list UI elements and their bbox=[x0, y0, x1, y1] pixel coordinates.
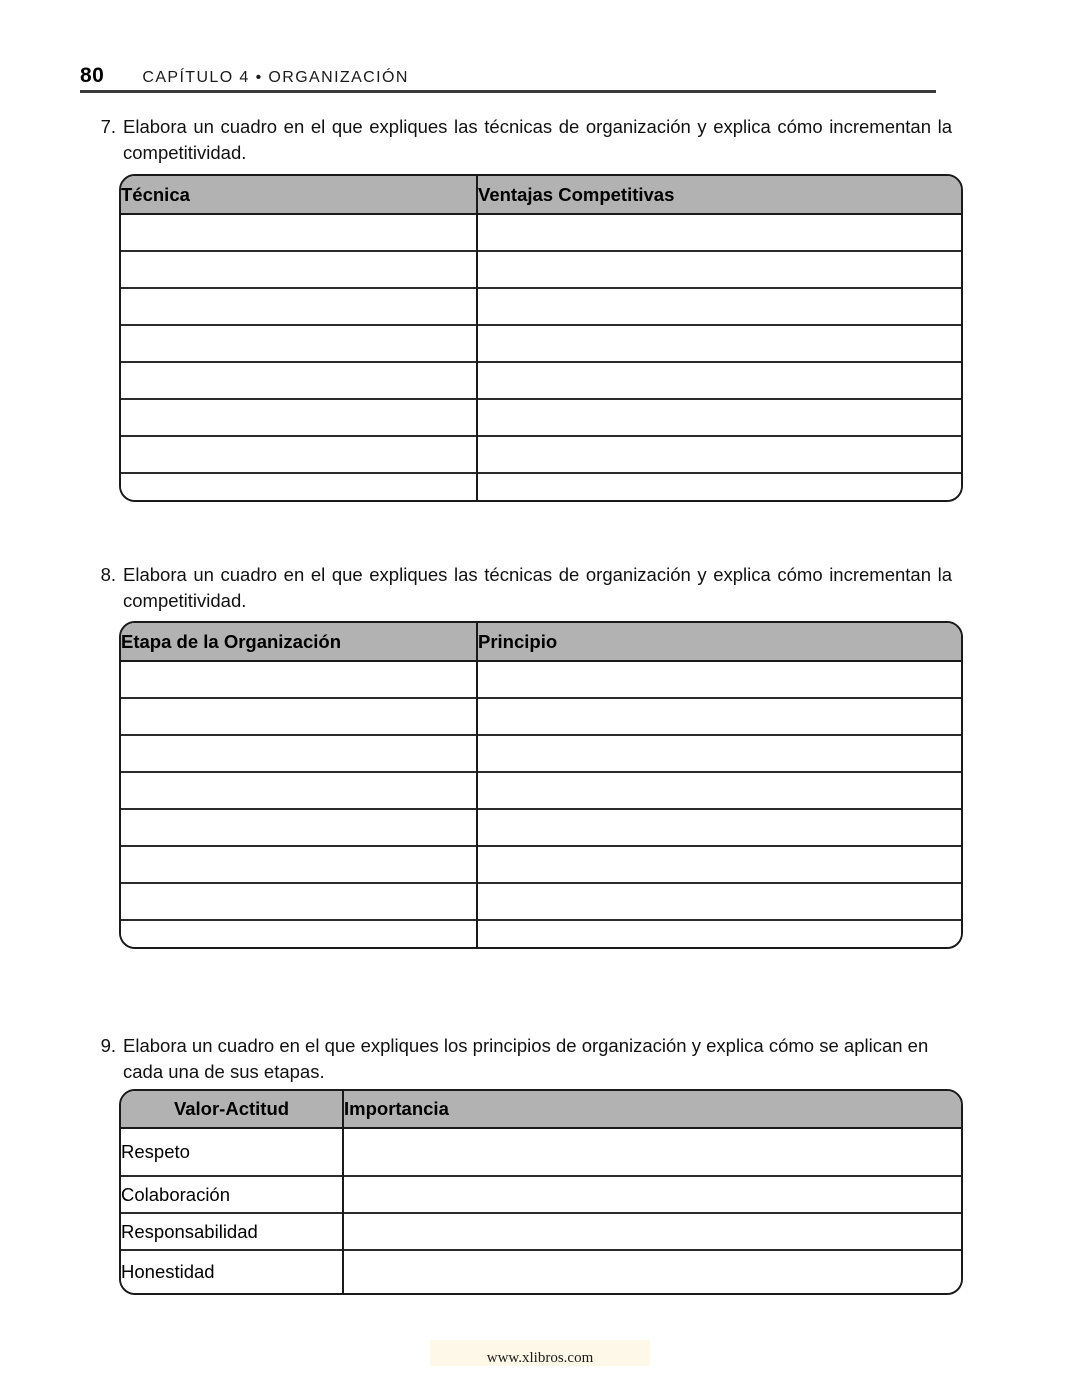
table-valor-importancia bbox=[119, 1089, 963, 1295]
table-1-cell-r1c1[interactable] bbox=[121, 214, 477, 251]
table-row[interactable] bbox=[121, 698, 961, 735]
table-3-header-col-1: Valor-Actitud bbox=[121, 1091, 343, 1128]
table-3-cell-respeto: Respeto bbox=[121, 1128, 343, 1176]
table-1-head bbox=[121, 176, 961, 214]
table-3-cell-respeto-importancia[interactable] bbox=[343, 1128, 961, 1176]
table-2-cell-r7c2[interactable] bbox=[477, 883, 961, 920]
table-2-cell-r4c2[interactable] bbox=[477, 772, 961, 809]
table-2-cell-r4c1[interactable] bbox=[121, 772, 477, 809]
table-1-cell-r4c2[interactable] bbox=[477, 325, 961, 362]
table-1-cell-r8c1[interactable] bbox=[121, 473, 477, 500]
table-3-cell-honestidad-importancia[interactable] bbox=[343, 1250, 961, 1293]
table-2-cell-r7c1[interactable] bbox=[121, 883, 477, 920]
page-number: 80 bbox=[80, 64, 105, 87]
table-row[interactable] bbox=[121, 661, 961, 698]
table-row[interactable] bbox=[121, 473, 961, 500]
question-7 bbox=[92, 114, 952, 166]
table-2-cell-r8c2[interactable] bbox=[477, 920, 961, 947]
question-9-number: 9. bbox=[100, 1035, 116, 1056]
table-2-cell-r8c1[interactable] bbox=[121, 920, 477, 947]
table-row[interactable] bbox=[121, 920, 961, 947]
table-1-header-col-2: Ventajas Competitivas bbox=[477, 176, 961, 214]
table-1-cell-r4c1[interactable] bbox=[121, 325, 477, 362]
table-2-body bbox=[121, 661, 961, 947]
table-2-cell-r3c2[interactable] bbox=[477, 735, 961, 772]
table-header-row bbox=[121, 176, 961, 214]
table-row[interactable] bbox=[121, 735, 961, 772]
table-1-grid bbox=[121, 176, 961, 500]
table-row[interactable] bbox=[121, 362, 961, 399]
table-1-cell-r3c1[interactable] bbox=[121, 288, 477, 325]
table-tecnica-ventajas bbox=[119, 174, 963, 502]
running-head bbox=[80, 64, 936, 88]
table-1-cell-r7c2[interactable] bbox=[477, 436, 961, 473]
table-3-cell-responsabilidad-importancia[interactable] bbox=[343, 1213, 961, 1250]
table-2-cell-r3c1[interactable] bbox=[121, 735, 477, 772]
question-8-number: 8. bbox=[100, 564, 116, 585]
table-row[interactable] bbox=[121, 1128, 961, 1176]
table-2-cell-r1c1[interactable] bbox=[121, 661, 477, 698]
question-8 bbox=[92, 562, 952, 614]
footer bbox=[0, 1349, 1080, 1368]
question-9 bbox=[92, 1033, 952, 1085]
table-3-body bbox=[121, 1128, 961, 1293]
table-2-head bbox=[121, 623, 961, 661]
table-1-cell-r5c2[interactable] bbox=[477, 362, 961, 399]
table-row[interactable] bbox=[121, 251, 961, 288]
table-1-cell-r2c2[interactable] bbox=[477, 251, 961, 288]
question-7-text: Elabora un cuadro en el que expliques las técnicas de organización y explica cómo incrementan la competitividad. bbox=[123, 116, 952, 163]
table-2-grid bbox=[121, 623, 961, 947]
table-1-cell-r6c2[interactable] bbox=[477, 399, 961, 436]
table-row[interactable] bbox=[121, 1176, 961, 1213]
table-header-row bbox=[121, 623, 961, 661]
table-row[interactable] bbox=[121, 399, 961, 436]
table-1-cell-r6c1[interactable] bbox=[121, 399, 477, 436]
table-2-cell-r2c2[interactable] bbox=[477, 698, 961, 735]
table-3-cell-colaboracion: Colaboración bbox=[121, 1176, 343, 1213]
table-row[interactable] bbox=[121, 288, 961, 325]
table-2-cell-r5c2[interactable] bbox=[477, 809, 961, 846]
table-row[interactable] bbox=[121, 772, 961, 809]
table-2-cell-r5c1[interactable] bbox=[121, 809, 477, 846]
table-2-cell-r6c1[interactable] bbox=[121, 846, 477, 883]
chapter-title: CAPÍTULO 4 • ORGANIZACIÓN bbox=[142, 69, 409, 86]
table-2-header-col-1: Etapa de la Organización bbox=[121, 623, 477, 661]
table-1-cell-r3c2[interactable] bbox=[477, 288, 961, 325]
table-2-cell-r6c2[interactable] bbox=[477, 846, 961, 883]
question-8-text: Elabora un cuadro en el que expliques las técnicas de organización y explica cómo incrementan la competitividad. bbox=[123, 564, 952, 611]
table-row[interactable] bbox=[121, 809, 961, 846]
table-row[interactable] bbox=[121, 846, 961, 883]
table-row[interactable] bbox=[121, 883, 961, 920]
table-3-cell-honestidad: Honestidad bbox=[121, 1250, 343, 1293]
table-1-cell-r1c2[interactable] bbox=[477, 214, 961, 251]
table-3-head bbox=[121, 1091, 961, 1128]
table-3-cell-colaboracion-importancia[interactable] bbox=[343, 1176, 961, 1213]
table-1-header-col-1: Técnica bbox=[121, 176, 477, 214]
header-divider bbox=[80, 90, 936, 93]
table-row[interactable] bbox=[121, 325, 961, 362]
table-2-header-col-2: Principio bbox=[477, 623, 961, 661]
table-3-cell-responsabilidad: Responsabilidad bbox=[121, 1213, 343, 1250]
question-7-number: 7. bbox=[100, 116, 116, 137]
table-3-grid bbox=[121, 1091, 961, 1293]
table-1-cell-r2c1[interactable] bbox=[121, 251, 477, 288]
table-row[interactable] bbox=[121, 1250, 961, 1293]
table-row[interactable] bbox=[121, 1213, 961, 1250]
table-2-cell-r1c2[interactable] bbox=[477, 661, 961, 698]
table-1-cell-r5c1[interactable] bbox=[121, 362, 477, 399]
table-header-row bbox=[121, 1091, 961, 1128]
table-3-header-col-2: Importancia bbox=[343, 1091, 961, 1128]
table-1-cell-r8c2[interactable] bbox=[477, 473, 961, 500]
table-row[interactable] bbox=[121, 436, 961, 473]
table-etapa-principio bbox=[119, 621, 963, 949]
table-2-cell-r2c1[interactable] bbox=[121, 698, 477, 735]
table-1-cell-r7c1[interactable] bbox=[121, 436, 477, 473]
question-9-text: Elabora un cuadro en el que expliques los principios de organización y explica cómo se aplican en cada una de sus etapas. bbox=[123, 1035, 929, 1082]
table-1-body bbox=[121, 214, 961, 500]
table-row[interactable] bbox=[121, 214, 961, 251]
footer-website: www.xlibros.com bbox=[486, 1350, 594, 1366]
